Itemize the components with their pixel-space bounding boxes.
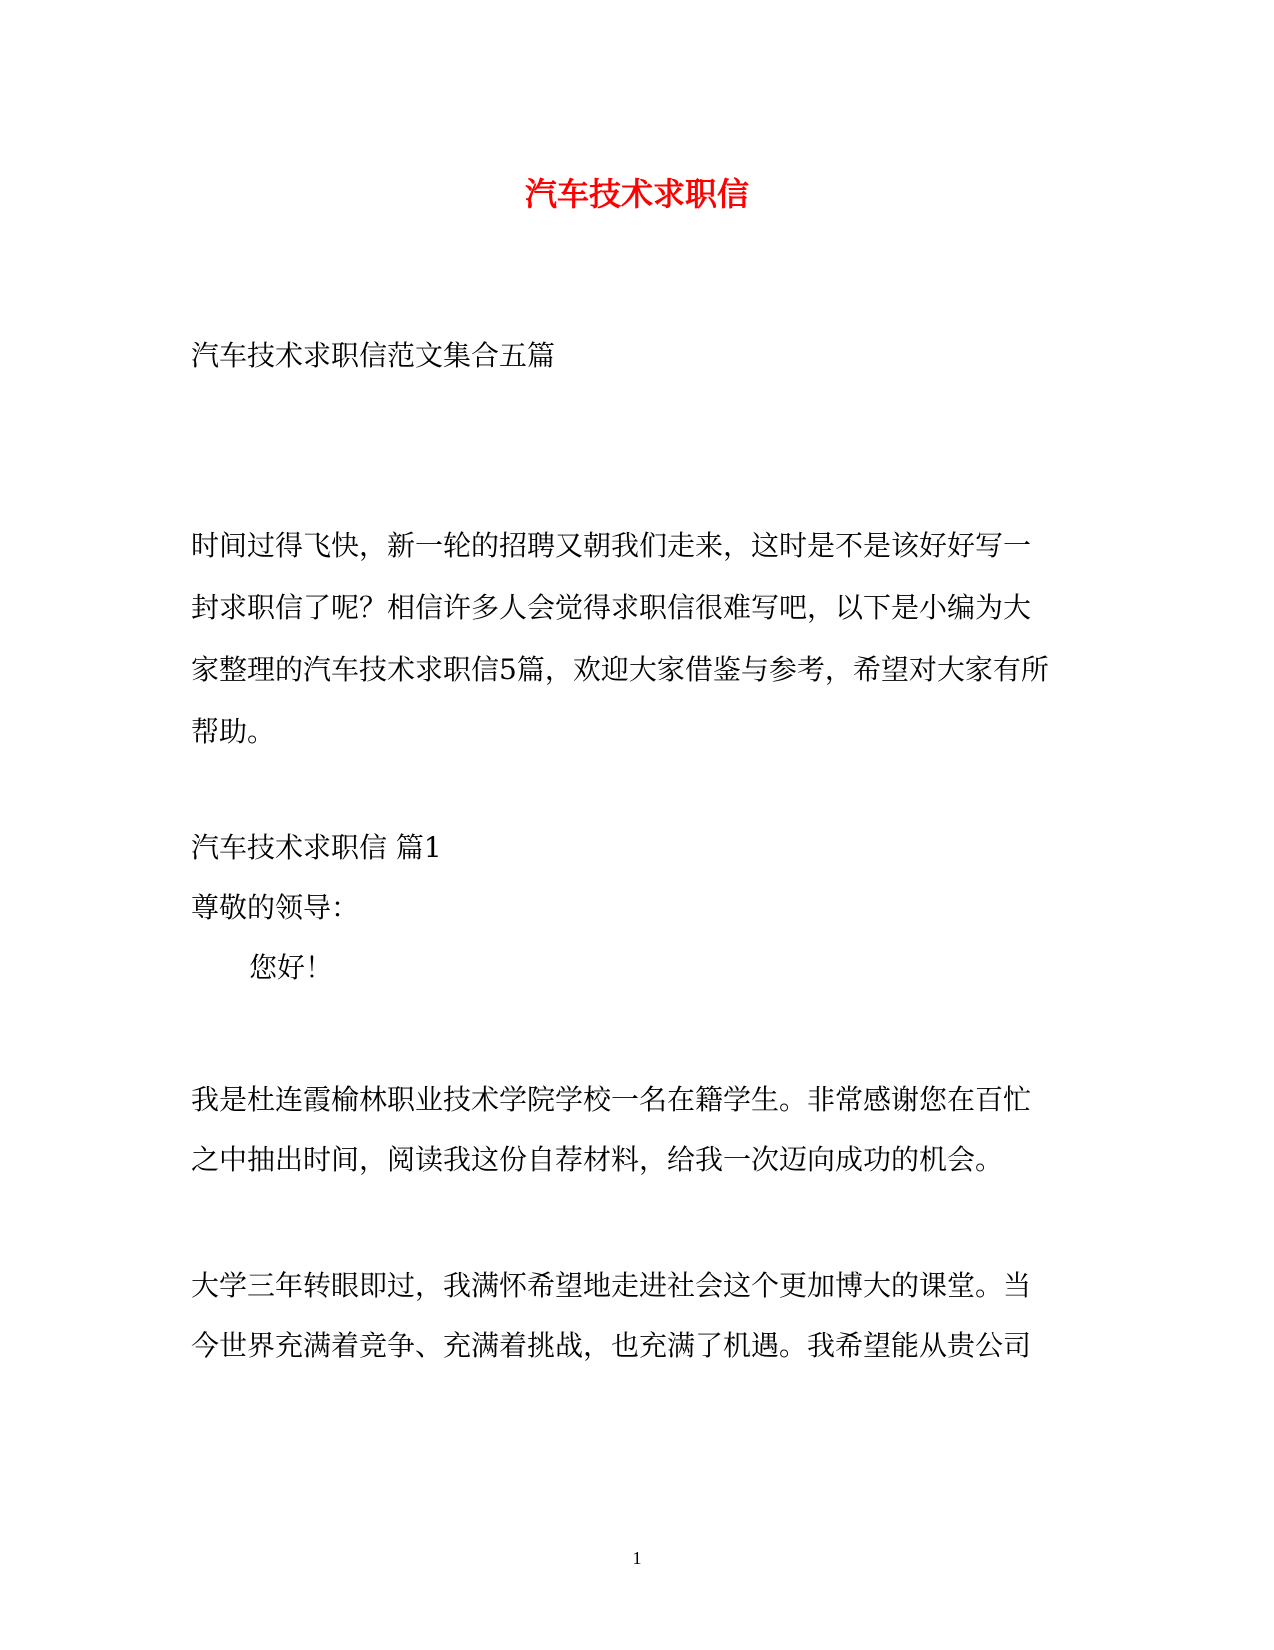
paragraph-1-line-1: 我是杜连霞榆林职业技术学院学校一名在籍学生。非常感谢您在百忙 — [191, 1083, 1032, 1116]
intro-line-1: 时间过得飞快，新一轮的招聘又朝我们走来，这时是不是该好好写一 — [191, 529, 1032, 562]
salutation: 尊敬的领导： — [191, 891, 360, 924]
intro-line-3: 家整理的汽车技术求职信5篇，欢迎大家借鉴与参考，希望对大家有所 — [191, 653, 1049, 686]
paragraph-1-line-2: 之中抽出时间，阅读我这份自荐材料，给我一次迈向成功的机会。 — [191, 1143, 1004, 1176]
intro-line-2: 封求职信了呢？相信许多人会觉得求职信很难写吧，以下是小编为大 — [191, 591, 1032, 624]
document-subtitle: 汽车技术求职信范文集合五篇 — [191, 339, 556, 372]
paragraph-2-line-1: 大学三年转眼即过，我满怀希望地走进社会这个更加博大的课堂。当 — [191, 1269, 1032, 1302]
document-title: 汽车技术求职信 — [524, 175, 749, 213]
page-number: 1 — [632, 1548, 642, 1568]
section-heading: 汽车技术求职信 篇1 — [191, 831, 442, 864]
intro-line-4: 帮助。 — [191, 715, 276, 748]
greeting: 您好！ — [249, 951, 334, 984]
paragraph-2-line-2: 今世界充满着竞争、充满着挑战，也充满了机遇。我希望能从贵公司 — [191, 1329, 1032, 1362]
